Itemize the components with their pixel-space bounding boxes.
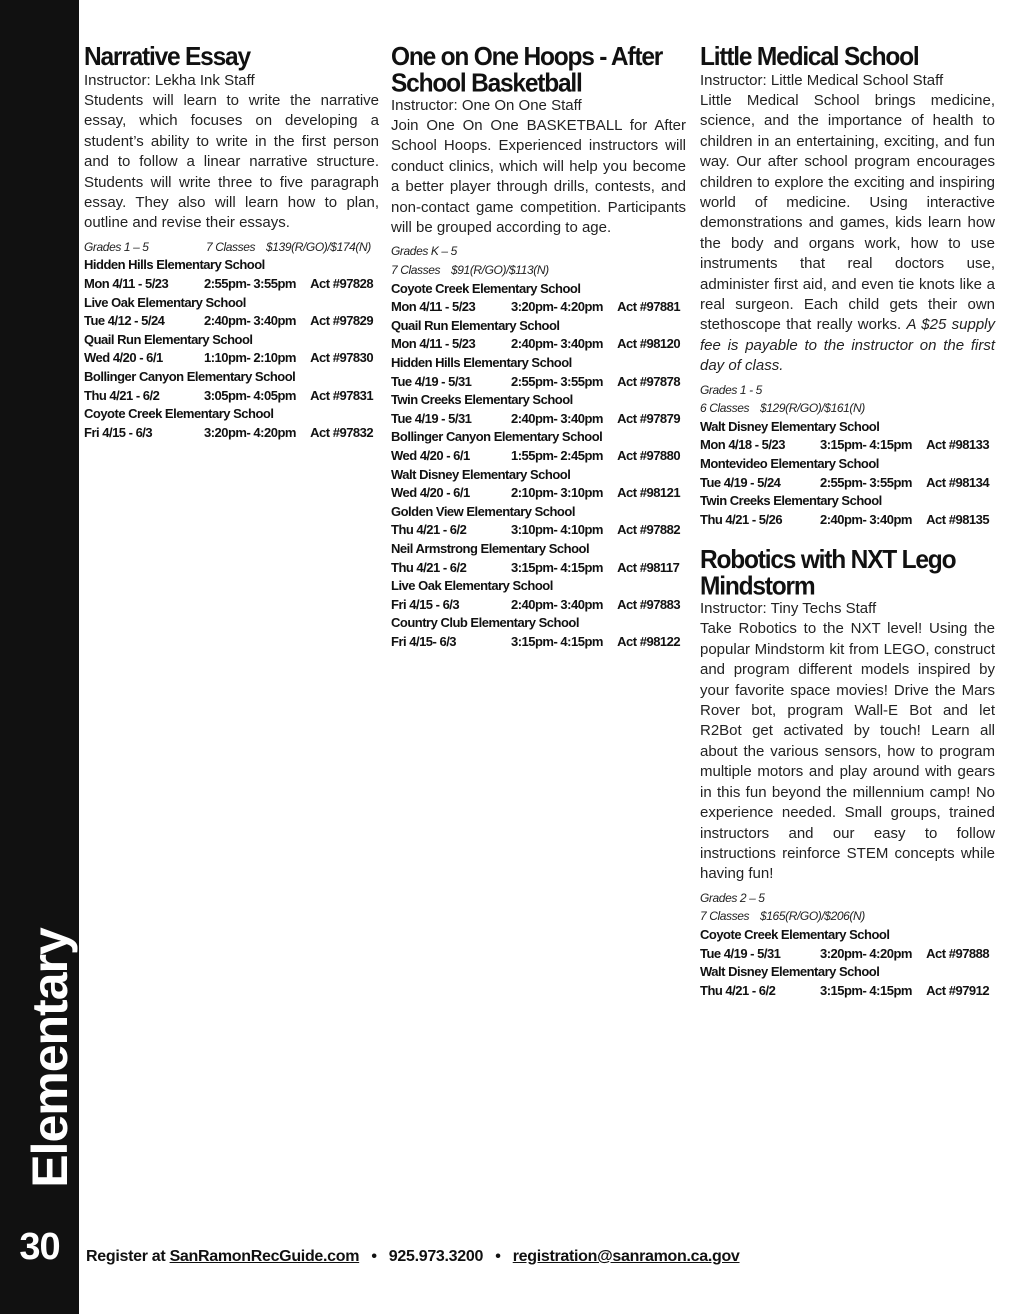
course-robotics	[700, 547, 995, 1000]
session-activity-number: Act #98120	[617, 336, 681, 352]
course-title: Robotics with NXT Lego Mindstorm	[700, 546, 956, 602]
session-time: 3:20pm- 4:20pm	[510, 299, 603, 315]
section-label: Elementary	[22, 928, 78, 1188]
session-dates: Tue 4/12 - 5/24	[84, 313, 165, 329]
session-dates: Mon 4/11 - 5/23	[391, 336, 476, 352]
course-description	[700, 91, 995, 377]
footer-separator: •	[495, 1248, 501, 1265]
course-fee: $165(R/GO)/$206(N)	[760, 909, 865, 924]
session-activity-number: Act #97888	[926, 945, 990, 961]
session-dates: Wed 4/20 - 6/1	[391, 485, 470, 501]
session-activity-number: Act #98117	[617, 559, 680, 575]
session-time: 2:40pm- 3:40pm	[819, 511, 912, 527]
session-dates: Thu 4/21 - 5/26	[700, 511, 783, 527]
session-school: Coyote Creek Elementary School	[84, 406, 274, 422]
footer-separator: •	[371, 1248, 377, 1265]
session-list	[700, 926, 995, 1000]
session-row	[84, 387, 379, 406]
session-dates: Mon 4/11 - 5/23	[391, 299, 476, 315]
session-activity-number: Act #98135	[926, 511, 990, 527]
session-row	[700, 945, 995, 964]
session-row	[391, 298, 686, 317]
course-meta	[700, 399, 995, 418]
session-school: Country Club Elementary School	[391, 615, 579, 631]
session-school: Twin Creeks Elementary School	[700, 493, 882, 509]
session-activity-number: Act #98121	[617, 485, 681, 501]
course-classes: 7 Classes	[391, 263, 441, 278]
session-dates: Tue 4/19 - 5/24	[700, 474, 781, 490]
session-dates: Tue 4/19 - 5/31	[391, 410, 472, 426]
session-activity-number: Act #97880	[617, 447, 681, 463]
session-row	[391, 447, 686, 466]
course-fee: $139(R/GO)/$174(N)	[266, 239, 371, 254]
session-school: Hidden Hills Elementary School	[84, 257, 265, 273]
session-time: 1:10pm- 2:10pm	[203, 350, 296, 366]
session-activity-number: Act #97881	[617, 299, 681, 315]
session-time: 1:55pm- 2:45pm	[510, 447, 603, 463]
session-row	[700, 511, 995, 530]
footer-label: Register at	[86, 1248, 166, 1265]
session-dates: Thu 4/21 - 6/2	[84, 387, 160, 403]
course-hoops	[391, 44, 686, 652]
course-classes: 6 Classes	[700, 401, 750, 416]
session-row	[391, 410, 686, 429]
session-row	[391, 633, 686, 652]
session-list	[700, 418, 995, 530]
course-meta	[84, 238, 379, 257]
course-fee: $129(R/GO)/$161(N)	[760, 401, 865, 416]
session-school: Montevideo Elementary School	[700, 456, 879, 472]
session-time: 2:10pm- 3:10pm	[510, 485, 603, 501]
session-activity-number: Act #97879	[617, 410, 681, 426]
session-row	[391, 559, 686, 578]
session-dates: Wed 4/20 - 6/1	[391, 447, 470, 463]
session-dates: Fri 4/15- 6/3	[391, 633, 457, 649]
session-activity-number: Act #97912	[926, 982, 990, 998]
session-activity-number: Act #97829	[310, 313, 374, 329]
session-dates: Thu 4/21 - 6/2	[700, 982, 776, 998]
course-grades: Grades K – 5	[391, 244, 457, 259]
session-time: 3:15pm- 4:15pm	[819, 982, 912, 998]
session-school: Twin Creeks Elementary School	[391, 392, 573, 408]
session-dates: Thu 4/21 - 6/2	[391, 522, 467, 538]
session-activity-number: Act #97882	[617, 522, 681, 538]
session-activity-number: Act #97878	[617, 373, 681, 389]
session-school: Live Oak Elementary School	[84, 294, 246, 310]
session-activity-number: Act #97832	[310, 424, 374, 440]
session-time: 2:40pm- 3:40pm	[510, 410, 603, 426]
session-activity-number: Act #97831	[310, 387, 374, 403]
course-title: One on One Hoops - After School Basketball	[391, 42, 663, 99]
session-dates: Fri 4/15 - 6/3	[391, 596, 460, 612]
session-time: 3:15pm- 4:15pm	[510, 633, 603, 649]
course-narrative-essay	[84, 44, 379, 442]
course-description: Take Robotics to the NXT level! Using the popular Mindstorm kit from LEGO, construct and program different models inspired by your favorite space movies! Drive the Mars Rover bot, program Wall-E Bot and let R2Bot get activated by touch! Learn all about the various sensors, how to program multiple motors and play around with gears in this fun beyond the millennium camp! No experience needed. Small groups, trained instructors and our easy to follow instructions reinforce STEM concepts while having fun!	[700, 620, 995, 883]
session-school: Quail Run Elementary School	[84, 331, 253, 347]
session-school: Coyote Creek Elementary School	[700, 926, 890, 942]
session-row	[700, 474, 995, 493]
session-dates: Wed 4/20 - 6/1	[84, 350, 163, 366]
session-activity-number: Act #98122	[617, 633, 681, 649]
course-fee: $91(R/GO)/$113(N)	[451, 263, 549, 278]
session-school: Walt Disney Elementary School	[391, 466, 571, 482]
session-dates: Mon 4/11 - 5/23	[84, 276, 169, 292]
session-dates: Tue 4/19 - 5/31	[700, 945, 781, 961]
sidebar	[0, 0, 79, 1314]
session-row	[700, 982, 995, 1001]
session-school: Live Oak Elementary School	[391, 578, 553, 594]
course-instructor: Instructor: One On One Staff	[391, 97, 582, 114]
session-row	[84, 349, 379, 368]
course-grades: Grades 1 – 5	[84, 239, 149, 254]
course-grades: Grades 2 – 5	[700, 890, 765, 905]
session-activity-number: Act #97828	[310, 276, 374, 292]
course-classes: 7 Classes	[700, 909, 750, 924]
session-school: Walt Disney Elementary School	[700, 418, 880, 434]
session-dates: Thu 4/21 - 6/2	[391, 559, 467, 575]
session-time: 3:15pm- 4:15pm	[819, 437, 912, 453]
session-time: 2:55pm- 3:55pm	[510, 373, 603, 389]
session-list	[84, 256, 379, 442]
course-meta	[700, 907, 995, 926]
session-row	[84, 312, 379, 331]
session-row	[700, 436, 995, 455]
session-time: 2:40pm- 3:40pm	[510, 596, 603, 612]
session-dates: Mon 4/18 - 5/23	[700, 437, 785, 453]
session-dates: Fri 4/15 - 6/3	[84, 424, 153, 440]
session-school: Walt Disney Elementary School	[700, 964, 880, 980]
course-little-medical-school	[700, 44, 995, 529]
session-list	[391, 280, 686, 652]
session-row	[391, 373, 686, 392]
session-activity-number: Act #98134	[926, 474, 990, 490]
course-meta	[391, 261, 686, 280]
course-instructor: Instructor: Little Medical School Staff	[700, 72, 944, 89]
website-link[interactable]: SanRamonRecGuide.com	[169, 1248, 360, 1265]
column-right	[700, 44, 995, 1000]
course-grades: Grades 1 - 5	[700, 382, 762, 397]
page-number: 30	[19, 1226, 60, 1268]
session-time: 2:40pm- 3:40pm	[203, 313, 296, 329]
session-dates: Tue 4/19 - 5/31	[391, 373, 472, 389]
session-school: Neil Armstrong Elementary School	[391, 540, 590, 556]
session-school: Coyote Creek Elementary School	[391, 280, 581, 296]
session-time: 2:40pm- 3:40pm	[510, 336, 603, 352]
session-row	[84, 275, 379, 294]
session-school: Bollinger Canyon Elementary School	[84, 369, 296, 384]
session-activity-number: Act #97883	[617, 596, 681, 612]
course-description: Students will learn to write the narrative essay, which focuses on developing a student’s ability to write in the first person and to follow a linear narrative structure. Students will write three to five paragraph essay. They also will learn how to plan, outline and revise their essays.	[84, 92, 379, 232]
email-link[interactable]: registration@sanramon.ca.gov	[512, 1248, 740, 1265]
session-row	[391, 484, 686, 503]
session-time: 3:20pm- 4:20pm	[819, 945, 912, 961]
session-school: Bollinger Canyon Elementary School	[391, 429, 603, 445]
course-classes: 7 Classes	[206, 239, 256, 254]
session-time: 2:55pm- 3:55pm	[203, 276, 296, 292]
session-activity-number: Act #98133	[926, 437, 990, 453]
course-instructor: Instructor: Lekha Ink Staff	[84, 72, 255, 89]
session-school: Hidden Hills Elementary School	[391, 355, 572, 370]
session-row	[391, 521, 686, 540]
session-school: Quail Run Elementary School	[391, 317, 560, 333]
session-row	[391, 335, 686, 354]
course-instructor: Instructor: Tiny Techs Staff	[700, 600, 877, 618]
session-time: 3:20pm- 4:20pm	[203, 424, 296, 440]
session-time: 3:15pm- 4:15pm	[510, 559, 603, 575]
description-text: Little Medical School brings medicine, science, and the importance of health to children in an entertaining, exciting, and fun way. Our after school program encourages children to explore the exciting and inspiring world of medicine. Using interactive demonstrations and games, kids learn how the body and organs work, how to use instruments that real doctors use, administer first aid, and even tie knots like a real surgeon. Each child gets their own stethoscope that really works.	[700, 92, 995, 334]
phone-number[interactable]: 925.973.3200	[388, 1248, 484, 1265]
supply-fee-note: A $25 supply fee is payable to the instructor on the first day of class.	[700, 316, 996, 375]
footer	[86, 1248, 740, 1266]
course-title: Narrative Essay	[84, 42, 250, 72]
session-time: 3:05pm- 4:05pm	[203, 387, 296, 403]
session-row	[84, 424, 379, 443]
session-time: 2:55pm- 3:55pm	[819, 474, 912, 490]
session-row	[391, 596, 686, 615]
session-activity-number: Act #97830	[310, 350, 374, 366]
course-title: Little Medical School	[700, 42, 919, 72]
session-school: Golden View Elementary School	[391, 503, 575, 519]
session-time: 3:10pm- 4:10pm	[510, 522, 603, 538]
course-description: Join One On One BASKETBALL for After School Hoops. Experienced instructors will conduct clinics, which will help you become a better player through drills, contests, and non-contact game competition. Participants will be grouped according to age.	[391, 117, 686, 237]
